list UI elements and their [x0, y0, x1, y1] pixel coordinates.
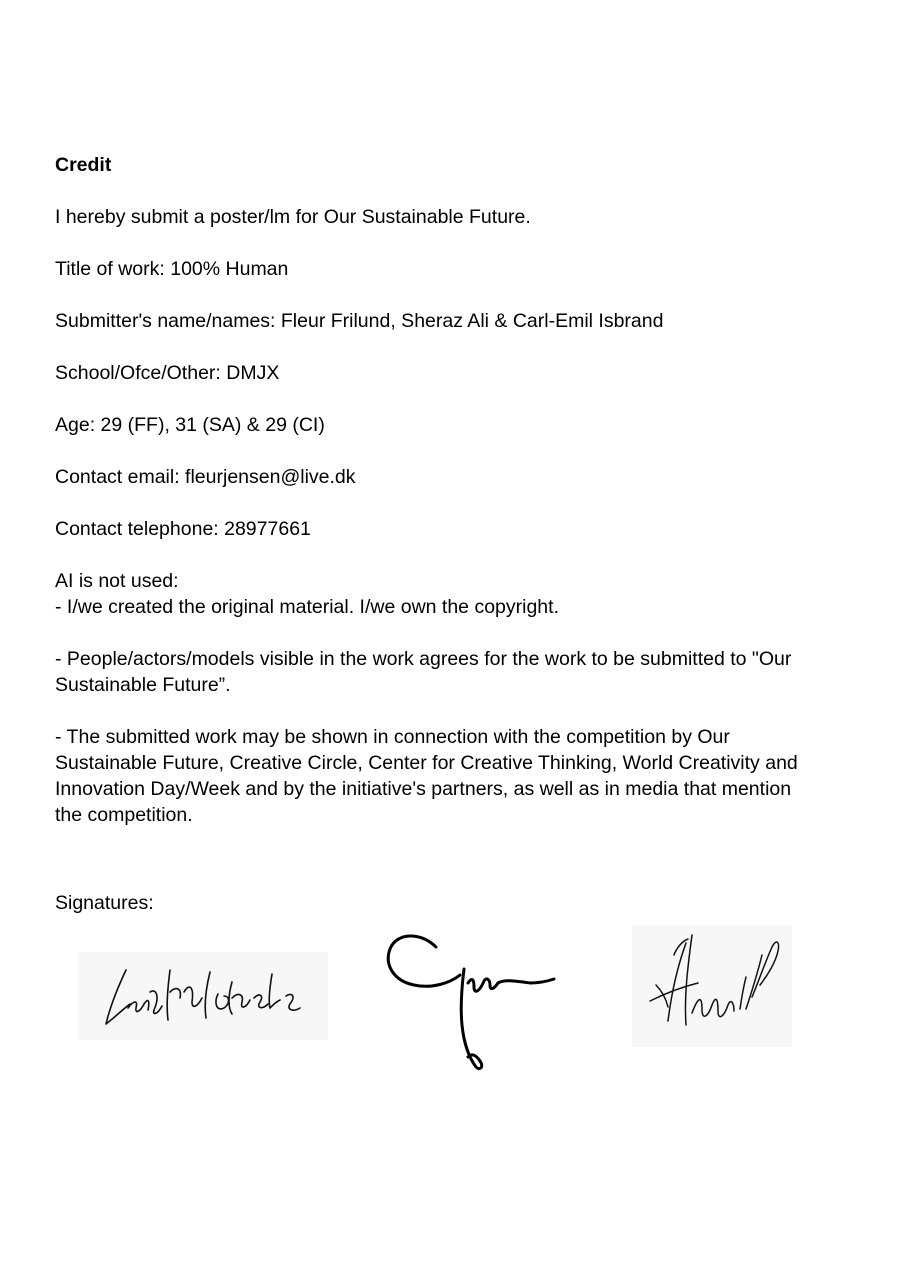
signature-carl-emil-isbrand: [78, 952, 328, 1040]
consent-clause: [55, 646, 865, 698]
title-of-work: Title of work: 100% Human: [55, 258, 289, 280]
signature-sheraz-ali: [380, 925, 560, 1075]
school-field: School/Ofce/Other: DMJX: [55, 362, 280, 384]
usage-line: - The submitted work may be shown in connection with the competition by Our: [55, 726, 730, 748]
consent-line: - People/actors/models visible in the work agrees for the work to be submitted to "Our: [55, 648, 792, 670]
credit-document: [55, 152, 865, 854]
document-heading: Credit: [55, 154, 112, 176]
contact-telephone: Contact telephone: 28977661: [55, 518, 311, 540]
handwritten-signature-icon: [78, 952, 328, 1040]
usage-clause: [55, 724, 865, 828]
handwritten-signature-icon: [632, 925, 792, 1047]
usage-line: Innovation Day/Week and by the initiative's partners, as well as in media that mention: [55, 778, 792, 800]
intro-text: I hereby submit a poster/lm for Our Sustainable Future.: [55, 206, 531, 228]
consent-line: Sustainable Future”.: [55, 674, 231, 696]
usage-line: Sustainable Future, Creative Circle, Center for Creative Thinking, World Creativity and: [55, 752, 798, 774]
ai-heading: AI is not used:: [55, 570, 179, 592]
age-field: Age: 29 (FF), 31 (SA) & 29 (CI): [55, 414, 325, 436]
contact-email: Contact email: fleurjensen@live.dk: [55, 466, 356, 488]
signatures-label: Signatures:: [55, 892, 154, 914]
ai-statement: - I/we created the original material. I/we own the copyright.: [55, 596, 559, 618]
usage-line: the competition.: [55, 804, 193, 826]
submitter-names: Submitter's name/names: Fleur Frilund, Sheraz Ali & Carl-Emil Isbrand: [55, 310, 664, 332]
ai-declaration: [55, 568, 865, 620]
signature-fleur-frilund: [632, 925, 792, 1047]
handwritten-signature-icon: [380, 925, 560, 1075]
